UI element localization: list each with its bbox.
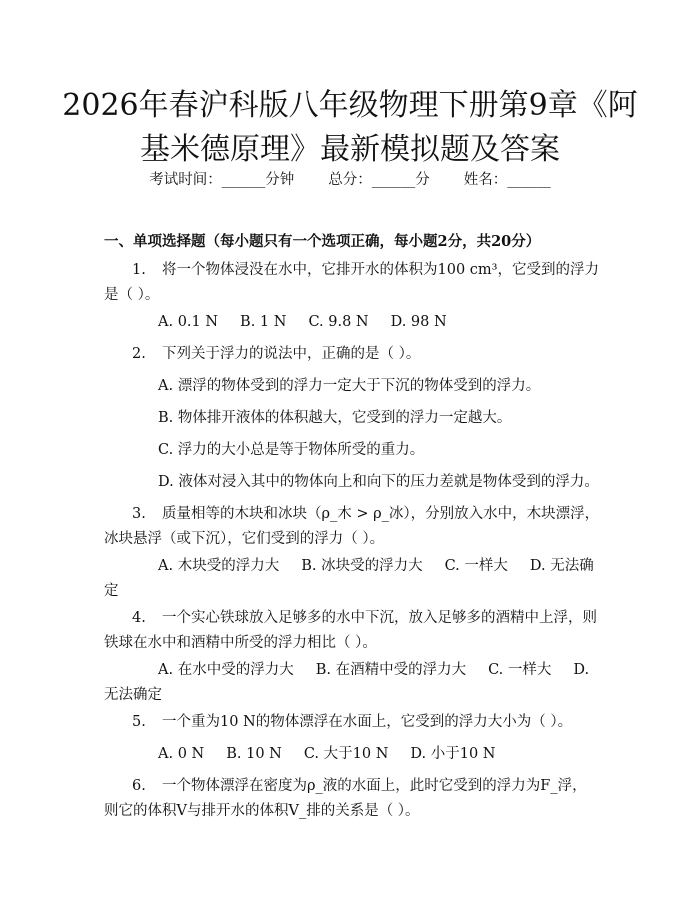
- question-text: 一个重为10 N的物体漂浮在水面上，它受到的浮力大小为（ ）。: [162, 714, 573, 730]
- option-a: A. 0 N: [158, 746, 205, 762]
- option-b: B. 1 N: [240, 314, 287, 330]
- question-text: 一个物体漂浮在密度为ρ_液的水面上，此时它受到的浮力为F_浮，则它的体积V与排开水的体积V_排的关系是（ ）。: [104, 778, 587, 819]
- option-b: B. 冰块受的浮力大: [301, 558, 423, 574]
- section-heading: 一、单项选择题（每小题只有一个选项正确，每小题2分，共20分）: [104, 233, 541, 250]
- question-number: 6.: [132, 778, 146, 794]
- question-3-options: [104, 554, 600, 604]
- option-d: D. 98 N: [390, 314, 447, 330]
- question-number: 1.: [132, 262, 146, 278]
- question-text: 质量相等的木块和冰块（ρ_木 > ρ_冰），分别放入水中，木块漂浮，冰块悬浮（或下沉），它们受到的浮力（ ）。: [104, 506, 600, 547]
- option-a: A. 木块受的浮力大: [158, 558, 280, 574]
- option-b: B. 物体排开液体的体积越大，它受到的浮力一定越大。: [158, 410, 512, 426]
- question-5: [104, 710, 600, 735]
- option-c: C. 一样大: [488, 662, 552, 678]
- question-5-options: [104, 742, 600, 767]
- question-text: 一个实心铁球放入足够多的水中下沉，放入足够多的酒精中上浮，则铁球在水中和酒精中所受的浮力相比（ ）。: [104, 610, 597, 651]
- option-d: D. 无法确定: [104, 558, 594, 599]
- question-number: 3.: [132, 506, 146, 522]
- question-number: 2.: [132, 346, 146, 362]
- option-d: D. 液体对浸入其中的物体向上和向下的压力差就是物体受到的浮力。: [158, 474, 599, 490]
- exam-name: 姓名：______: [463, 172, 551, 188]
- question-text: 将一个物体浸没在水中，它排开水的体积为100 cm³，它受到的浮力是（ ）。: [104, 262, 599, 303]
- option-c: C. 浮力的大小总是等于物体所受的重力。: [158, 442, 425, 458]
- document-title: 2026年春沪科版八年级物理下册第9章《阿基米德原理》最新模拟题及答案: [62, 88, 638, 167]
- option-a: A. 0.1 N: [158, 314, 219, 330]
- option-d: D. 小于10 N: [410, 746, 496, 762]
- question-text: 下列关于浮力的说法中，正确的是（ ）。: [162, 346, 421, 362]
- question-number: 5.: [132, 714, 146, 730]
- question-6: [104, 774, 600, 824]
- option-c: C. 大于10 N: [303, 746, 389, 762]
- question-1: [104, 258, 600, 308]
- exam-score: 总分：______分: [328, 172, 430, 188]
- option-c: C. 9.8 N: [308, 314, 369, 330]
- question-4-options: [104, 658, 600, 708]
- question-4: [104, 606, 600, 656]
- question-2: [104, 342, 600, 367]
- option-a: A. 漂浮的物体受到的浮力一定大于下沉的物体受到的浮力。: [158, 378, 541, 394]
- question-3: [104, 502, 600, 552]
- question-number: 4.: [132, 610, 146, 626]
- question-1-options: [104, 310, 600, 335]
- option-b: B. 10 N: [226, 746, 282, 762]
- exam-time: 考试时间：______分钟: [149, 172, 295, 188]
- option-a: A. 在水中受的浮力大: [158, 662, 294, 678]
- option-d: D. 无法确定: [104, 662, 590, 703]
- option-c: C. 一样大: [444, 558, 508, 574]
- exam-info: [0, 168, 700, 189]
- option-b: B. 在酒精中受的浮力大: [315, 662, 467, 678]
